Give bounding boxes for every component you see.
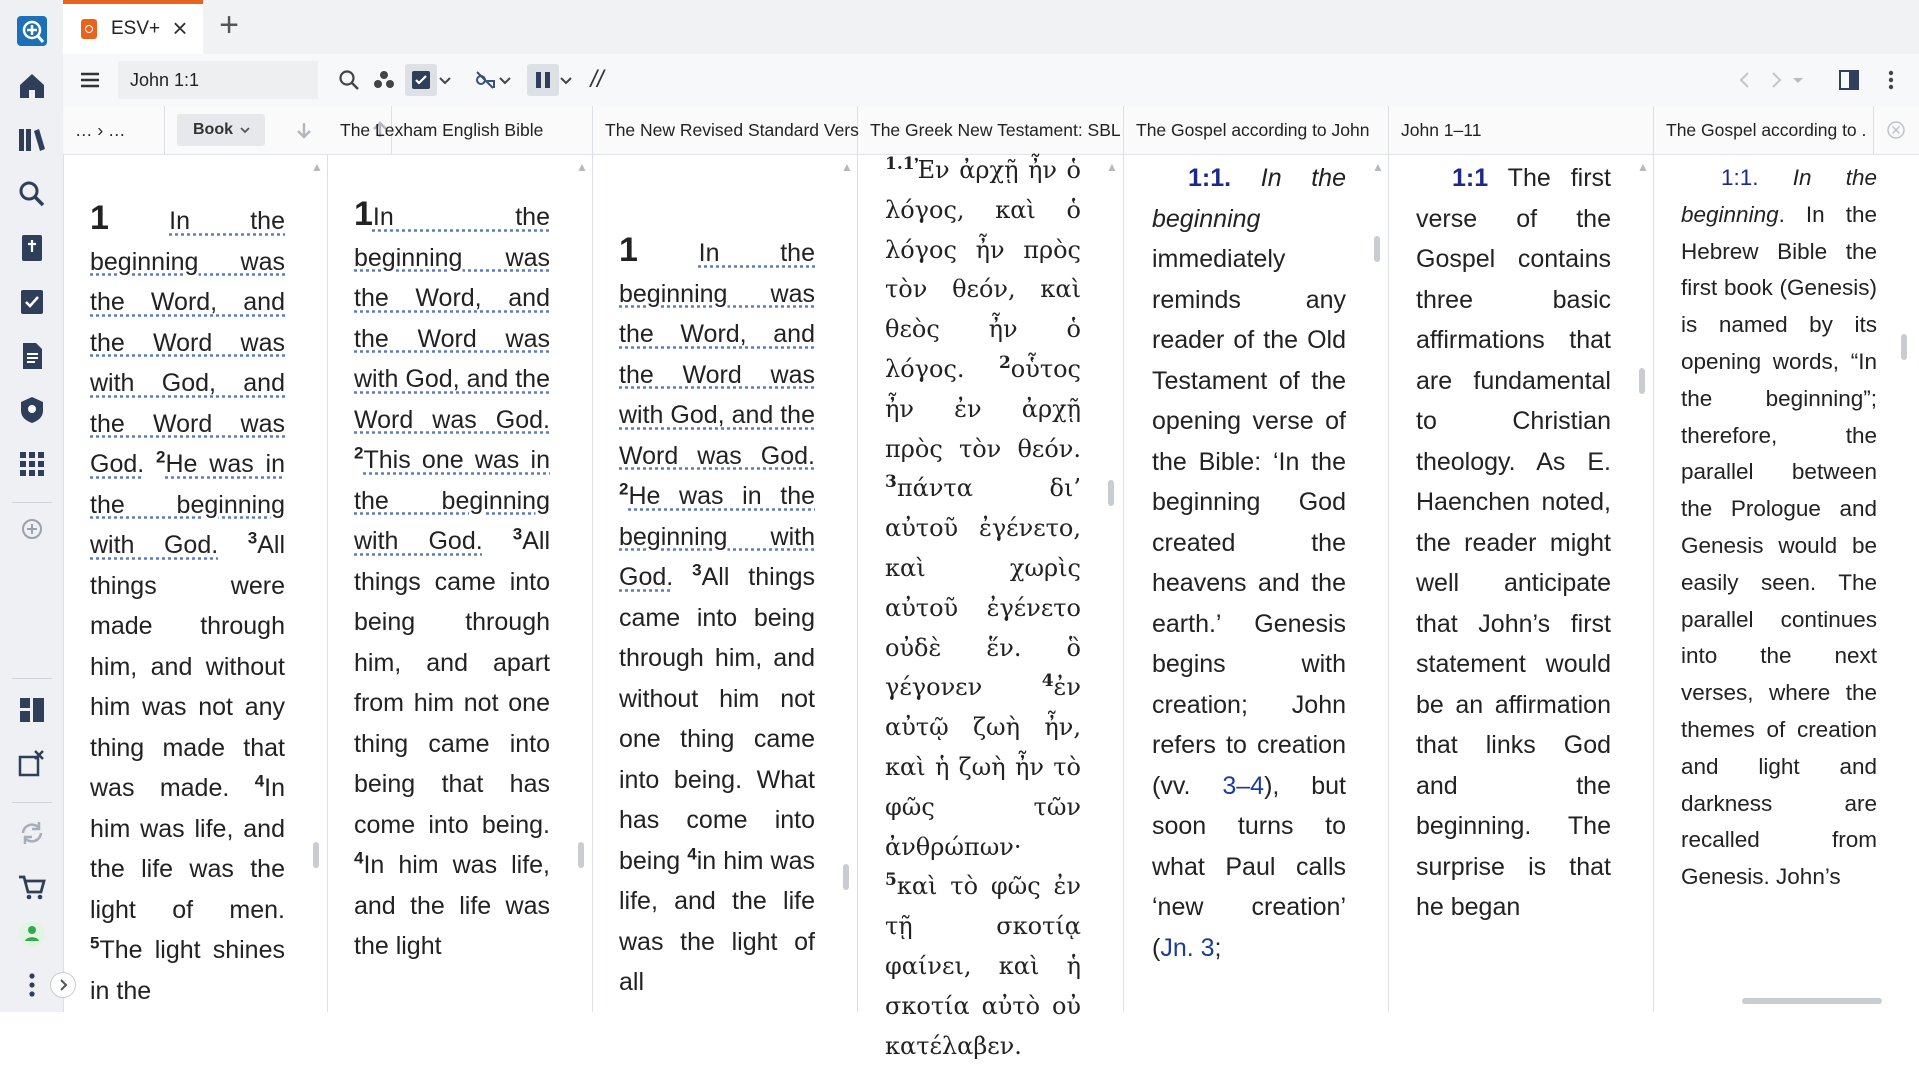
verse-text[interactable]: He was in the beginning with God. (90, 450, 286, 559)
user-avatar-icon[interactable] (0, 907, 63, 961)
more-vertical-icon[interactable] (1875, 64, 1907, 96)
pane-leb[interactable] (328, 154, 593, 1012)
add-circle-icon[interactable] (0, 502, 63, 556)
scroll-up-icon[interactable]: ▲ (311, 160, 323, 174)
document-icon[interactable] (0, 329, 63, 383)
verse-text[interactable]: καὶ τὸ φῶς ἐν τῇ σκοτίᾳ φαίνει, καὶ ἡ σκοτία αὐτὸ οὐ κατέλαβεν. (885, 872, 1081, 1060)
arrow-down-icon[interactable] (294, 120, 314, 140)
scrollbar-thumb[interactable] (843, 864, 849, 890)
tab-bar (63, 0, 1919, 55)
verse-number[interactable]: 2 (619, 479, 629, 499)
scroll-up-icon[interactable]: ▲ (841, 160, 853, 174)
column-headers (63, 106, 1919, 155)
split-view-icon[interactable] (1833, 64, 1865, 96)
verse-reference[interactable]: 1:1. (1721, 165, 1759, 190)
verse-number[interactable]: 3 (692, 560, 702, 580)
layouts-icon[interactable] (0, 683, 63, 737)
verse-text[interactable]: All things came into being through him, and apart from him not one thing came into being that has come into being. (354, 527, 551, 839)
commentary-text: The first verse of the Gospel contains three basic affirmations that are fundamental to Christian theology. As E. Haenchen noted, the reader might well anticipate that John’s first statement would be an affirmation that links God and the beginning. The surprise is that he began (1416, 164, 1611, 921)
parallel-columns-icon[interactable] (527, 64, 559, 96)
scroll-up-icon[interactable]: ▲ (1372, 160, 1384, 174)
lemma: In the beginning (1152, 164, 1346, 233)
cart-icon[interactable] (0, 860, 63, 914)
verse-number[interactable]: 2 (156, 447, 166, 467)
verse-number[interactable]: 1 (354, 195, 373, 233)
tab-esv[interactable] (63, 0, 203, 54)
parallel-panes (63, 154, 1919, 1060)
inline-toggle-icon[interactable] (405, 64, 437, 96)
chevron-down-icon[interactable] (556, 64, 576, 96)
book-icon (81, 19, 97, 39)
back-icon[interactable] (1729, 64, 1761, 96)
book-button-label: Book (193, 121, 233, 138)
add-tab-icon[interactable]: + (219, 6, 239, 44)
verse-number[interactable]: 1 (90, 199, 109, 237)
pane-commentary2[interactable] (1389, 154, 1654, 1012)
scrollbar-thumb[interactable] (313, 842, 319, 868)
pane-commentary3[interactable] (1654, 154, 1919, 1012)
commentary1-text (1152, 158, 1346, 968)
verse-number[interactable]: 1 (619, 231, 638, 269)
commentary3-text: 1:1. In the beginning. In the Hebrew Bible the first book (Genesis) is named by its opening words, “In the beginning”; therefore, the parallel between the Prologue and Genesis would be easily seen. The parallel continues into the next verses, where the themes of creation and light and darkness are recalled from Genesis. John’s (1681, 165, 1877, 890)
verse-text[interactable]: All things were made through him, and without him was not any thing made that was made. (90, 531, 286, 802)
column-header-commentary2[interactable]: John 1–11 (1389, 106, 1654, 154)
scroll-up-icon[interactable]: ▲ (1106, 160, 1118, 174)
checklist-icon[interactable] (0, 275, 63, 329)
verse-link[interactable]: 3–4 (1222, 771, 1265, 800)
verse-text[interactable]: This one was in the beginning with God. (354, 446, 550, 555)
verse-text[interactable]: In him was life, and the life was the light of men. (90, 774, 286, 924)
verse-text[interactable]: οὗτος ἦν ἐν ἀρχῇ πρὸς τὸν θεόν. (885, 354, 1081, 463)
sidebar-divider (12, 678, 52, 679)
scrollbar-thumb[interactable] (1901, 334, 1907, 360)
verse-text[interactable]: He was in the beginning with God. (619, 482, 815, 591)
scrollbar-thumb[interactable] (578, 842, 584, 868)
sync-icon[interactable] (0, 806, 63, 860)
verse-text[interactable]: In the beginning was the Word, and the Word was with God, and the Word was God. (90, 207, 285, 478)
verse-number[interactable]: 5 (885, 870, 897, 891)
esv-text (90, 198, 285, 1011)
lemma: In the beginning (1681, 165, 1877, 227)
verse-text[interactable]: Ἐν ἀρχῇ ἦν ὁ λόγος, καὶ ὁ λόγος ἦν πρὸς τὸν θεόν, καὶ θεὸς ἦν ὁ λόγος. (885, 156, 1081, 383)
pane-nrsv[interactable] (593, 154, 858, 1012)
verse-number[interactable]: 1.1 (885, 154, 915, 174)
chevron-down-icon (239, 124, 251, 136)
column-header-leb[interactable]: The Lexham English Bible (328, 106, 593, 154)
verse-link[interactable]: Jn. 3 (1160, 933, 1215, 962)
verse-number[interactable]: 3 (512, 524, 523, 544)
nrsv-text (619, 230, 815, 1003)
chevron-down-icon[interactable] (435, 64, 455, 96)
close-panels-icon[interactable] (0, 737, 63, 791)
column-header-nrsv[interactable]: The New Revised Standard Vers (593, 106, 858, 154)
search-icon[interactable] (0, 167, 63, 221)
verse-number[interactable]: 4 (354, 848, 364, 868)
verse-text[interactable]: ἐν αὐτῷ ζωὴ ἦν, καὶ ἡ ζωὴ ἦν τὸ φῶς τῶν ἀνθρώπων· (885, 673, 1081, 861)
sblgnt-text (885, 151, 1081, 1066)
verse-number[interactable]: 4 (254, 771, 265, 791)
scroll-up-icon[interactable]: ▲ (1637, 160, 1649, 174)
panel-toolbar (63, 54, 1919, 107)
tag-icon[interactable] (0, 383, 63, 437)
verse-text[interactable]: in him was life, and the life was the light of all (619, 846, 816, 996)
apps-grid-icon[interactable] (0, 437, 63, 491)
verse-number[interactable]: 4 (1041, 671, 1054, 692)
commentary2-text (1416, 158, 1611, 928)
verse-text[interactable]: In the beginning was the Word, and the Word was with God, and the Word was God. (619, 239, 815, 470)
verse-number[interactable]: 3 (885, 472, 897, 493)
verse-text[interactable]: All things came into being through him, and without him not one thing came into being. What has come into being (619, 563, 815, 875)
pane-esv[interactable] (63, 154, 328, 1012)
pane-commentary1[interactable] (1124, 154, 1389, 1012)
column-header-sblgnt[interactable]: The Greek New Testament: SBL (858, 106, 1124, 154)
breadcrumb[interactable]: … › … (63, 106, 165, 154)
leb-text (354, 194, 550, 967)
verse-text[interactable]: πάντα δι’ αὐτοῦ ἐγένετο, καὶ χωρὶς αὐτοῦ ἐγένετο οὐδὲ ἕν. ὃ γέγονεν (885, 474, 1081, 702)
close-tab-icon[interactable]: × (172, 13, 188, 43)
scrollbar-thumb[interactable] (1639, 368, 1645, 394)
bible-icon[interactable] (0, 221, 63, 275)
home-icon[interactable] (0, 59, 63, 113)
verse-number[interactable]: 5 (90, 933, 100, 953)
app-sidebar (0, 0, 64, 1012)
horizontal-scrollbar-thumb[interactable] (1742, 998, 1882, 1004)
library-icon[interactable] (0, 113, 63, 167)
parallel-resources-button[interactable]: // (590, 66, 604, 93)
visual-filter-icon[interactable] (368, 64, 400, 96)
verse-number[interactable]: 3 (247, 528, 258, 548)
verse-number[interactable]: 2 (354, 443, 364, 463)
logos-logo-icon[interactable] (0, 4, 63, 58)
book-button[interactable] (177, 114, 265, 146)
pane-sblgnt[interactable] (858, 154, 1124, 1060)
chevron-down-icon[interactable] (495, 64, 515, 96)
scrollbar-thumb[interactable] (1374, 236, 1380, 262)
scrollbar-thumb[interactable] (1108, 480, 1114, 506)
search-icon[interactable] (333, 64, 365, 96)
verse-number[interactable]: 2 (998, 352, 1011, 373)
panel-menu-icon[interactable] (74, 64, 106, 96)
verse-number[interactable]: 4 (687, 844, 697, 864)
column-header-commentary1[interactable]: The Gospel according to John (1124, 106, 1389, 154)
verse-reference[interactable]: 1:1 (1452, 164, 1489, 192)
verse-reference[interactable]: 1:1. (1188, 164, 1232, 192)
close-column-icon[interactable] (1887, 121, 1905, 139)
sidebar-divider (12, 802, 52, 803)
scroll-up-icon[interactable]: ▲ (576, 160, 588, 174)
tab-label: ESV+ (111, 18, 161, 39)
verse-text[interactable]: In the beginning was the Word, and the Word was with God, and the Word was God. (354, 203, 550, 434)
commentary-text: ; (1214, 933, 1222, 962)
reference-input[interactable] (118, 61, 318, 99)
commentary-text: ), but soon turns to what Paul calls ‘new creation’ ( (1152, 771, 1346, 962)
commentary-text: In the Hebrew Bible the first book (Genesis) is named by its opening words, “In the beginning”; therefore, the parallel between the Prologue and Genesis would be easily seen. The parallel continues into the next verses, where the themes of creation and light and darkness are recalled from Genesis. John’s (1681, 201, 1877, 890)
column-header-commentary3[interactable]: The Gospel according to . (1654, 106, 1874, 154)
commentary-text: immediately reminds any reader of the Old Testament of the opening verse of the Bible: ‘In the beginning God created the heavens and the earth.’ Genesis begins with creation; John refers to creation (vv. (1152, 245, 1346, 800)
verse-text[interactable]: The light shines in the (90, 936, 285, 1005)
history-dropdown-icon[interactable] (1788, 64, 1808, 96)
verse-text[interactable]: In him was life, and the life was the light (354, 851, 550, 960)
